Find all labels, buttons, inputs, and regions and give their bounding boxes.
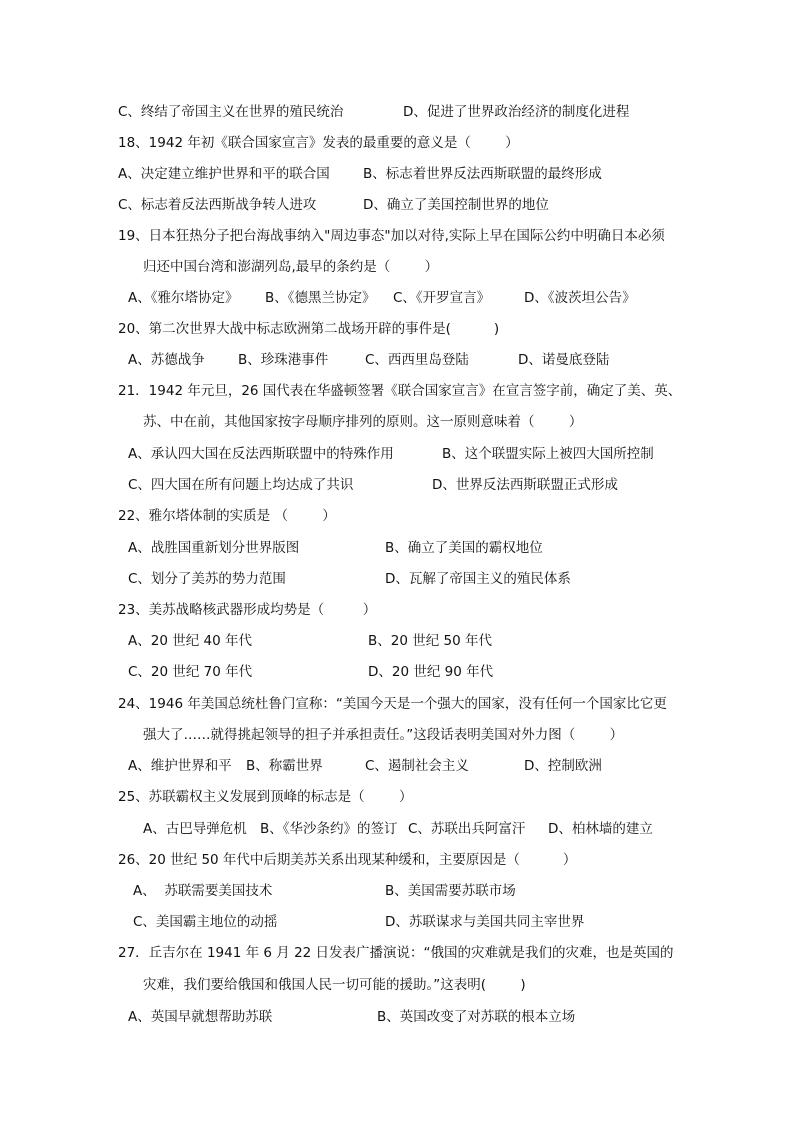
- answer-option: D、《波茨坦公告》: [524, 290, 636, 306]
- answer-option: D、世界反法西斯联盟正式形成: [432, 477, 618, 493]
- answer-option: C、标志着反法西斯战争转人进攻: [118, 197, 317, 213]
- answer-option: B、《华沙条约》的签订: [260, 821, 398, 837]
- answer-option: A、苏德战争: [128, 352, 205, 368]
- answer-option: C、《开罗宣言》: [393, 290, 491, 306]
- answer-option: B、称霸世界: [246, 758, 323, 774]
- answer-option: A、承认四大国在反法西斯联盟中的特殊作用: [128, 446, 394, 462]
- question-text: 27．丘吉尔在 1941 年 6 月 22 日发表广播演说：“俄国的灾难就是我们的灾难，也是英国的: [118, 945, 674, 961]
- answer-option: A、决定建立维护世界和平的联合国: [118, 166, 330, 182]
- answer-option: A、战胜国重新划分世界版图: [128, 540, 300, 556]
- answer-option: B、这个联盟实际上被四大国所控制: [442, 446, 654, 462]
- question-text: 25、苏联霸权主义发展到顶峰的标志是（ ）: [118, 789, 413, 805]
- answer-option: B、标志着世界反法西斯联盟的最终形成: [363, 166, 602, 182]
- answer-option: B、20 世纪 50 年代: [368, 633, 492, 649]
- answer-option: C、20 世纪 70 年代: [128, 664, 253, 680]
- answer-option: A、 苏联需要美国技术: [133, 883, 273, 899]
- answer-option: C、遏制社会主义: [365, 758, 469, 774]
- answer-option: D、苏联谋求与美国共同主宰世界: [385, 914, 585, 930]
- question-text: 26、20 世纪 50 年代中后期美苏关系出现某种缓和，主要原因是（ ）: [118, 852, 577, 868]
- question-text: 22、雅尔塔体制的实质是 （ ）: [118, 508, 336, 524]
- answer-option: A、英国早就想帮助苏联: [128, 1009, 273, 1025]
- question-text: 21．1942 年元旦，26 国代表在华盛顿签署《联合国家宣言》在宣言签字前，确定了美、英、: [118, 383, 682, 399]
- answer-option: D、诺曼底登陆: [518, 352, 610, 368]
- answer-option: C、划分了美苏的势力范围: [128, 571, 286, 587]
- answer-option: B、确立了美国的霸权地位: [385, 540, 543, 556]
- answer-option: D、控制欧洲: [524, 758, 602, 774]
- answer-option: D、20 世纪 90 年代: [368, 664, 494, 680]
- answer-option: C、终结了帝国主义在世界的殖民统治: [118, 104, 344, 120]
- question-text: 24、1946 年美国总统杜鲁门宣称：“美国今天是一个强大的国家，没有任何一个国家比它更: [118, 696, 667, 712]
- question-text: 18、1942 年初《联合国家宣言》发表的最重要的意义是（ ）: [118, 135, 519, 151]
- question-text: 19、日本狂热分子把台海战事纳入"周边事态"加以对待,实际上早在国际公约中明确日本必须: [118, 228, 665, 244]
- answer-option: B、珍珠港事件: [238, 352, 329, 368]
- answer-option: A、维护世界和平: [128, 758, 232, 774]
- answer-option: A、古巴导弹危机: [143, 821, 247, 837]
- question-text: 20、第二次世界大战中标志欧洲第二战场开辟的事件是( ): [118, 321, 500, 337]
- question-text: 归还中国台湾和澎湖列岛,最早的条约是（ ）: [143, 259, 439, 275]
- answer-option: A、20 世纪 40 年代: [128, 633, 252, 649]
- answer-option: B、美国需要苏联市场: [385, 883, 516, 899]
- answer-option: C、西西里岛登陆: [365, 352, 469, 368]
- question-text: 灾难，我们要给俄国和俄国人民一切可能的援助。”这表明( ): [143, 977, 526, 993]
- answer-option: D、瓦解了帝国主义的殖民体系: [385, 571, 571, 587]
- answer-option: D、确立了美国控制世界的地位: [363, 197, 549, 213]
- question-text: 苏、中在前，其他国家按字母顺序排列的原则。这一原则意味着（ ）: [143, 414, 583, 430]
- question-text: 23、美苏战略核武器形成均势是（ ）: [118, 602, 377, 618]
- answer-option: A、《雅尔塔协定》: [128, 290, 239, 306]
- answer-option: B、英国改变了对苏联的根本立场: [377, 1009, 576, 1025]
- question-text: 强大了……就得挑起领导的担子并承担责任。”这段话表明美国对外力图（ ）: [143, 727, 624, 743]
- answer-option: C、苏联出兵阿富汗: [408, 821, 526, 837]
- answer-option: C、四大国在所有问题上均达成了共识: [128, 477, 354, 493]
- answer-option: B、《德黑兰协定》: [265, 290, 376, 306]
- answer-option: D、柏林墙的建立: [548, 821, 653, 837]
- answer-option: D、促进了世界政治经济的制度化进程: [403, 104, 630, 120]
- answer-option: C、美国霸主地位的动摇: [133, 914, 278, 930]
